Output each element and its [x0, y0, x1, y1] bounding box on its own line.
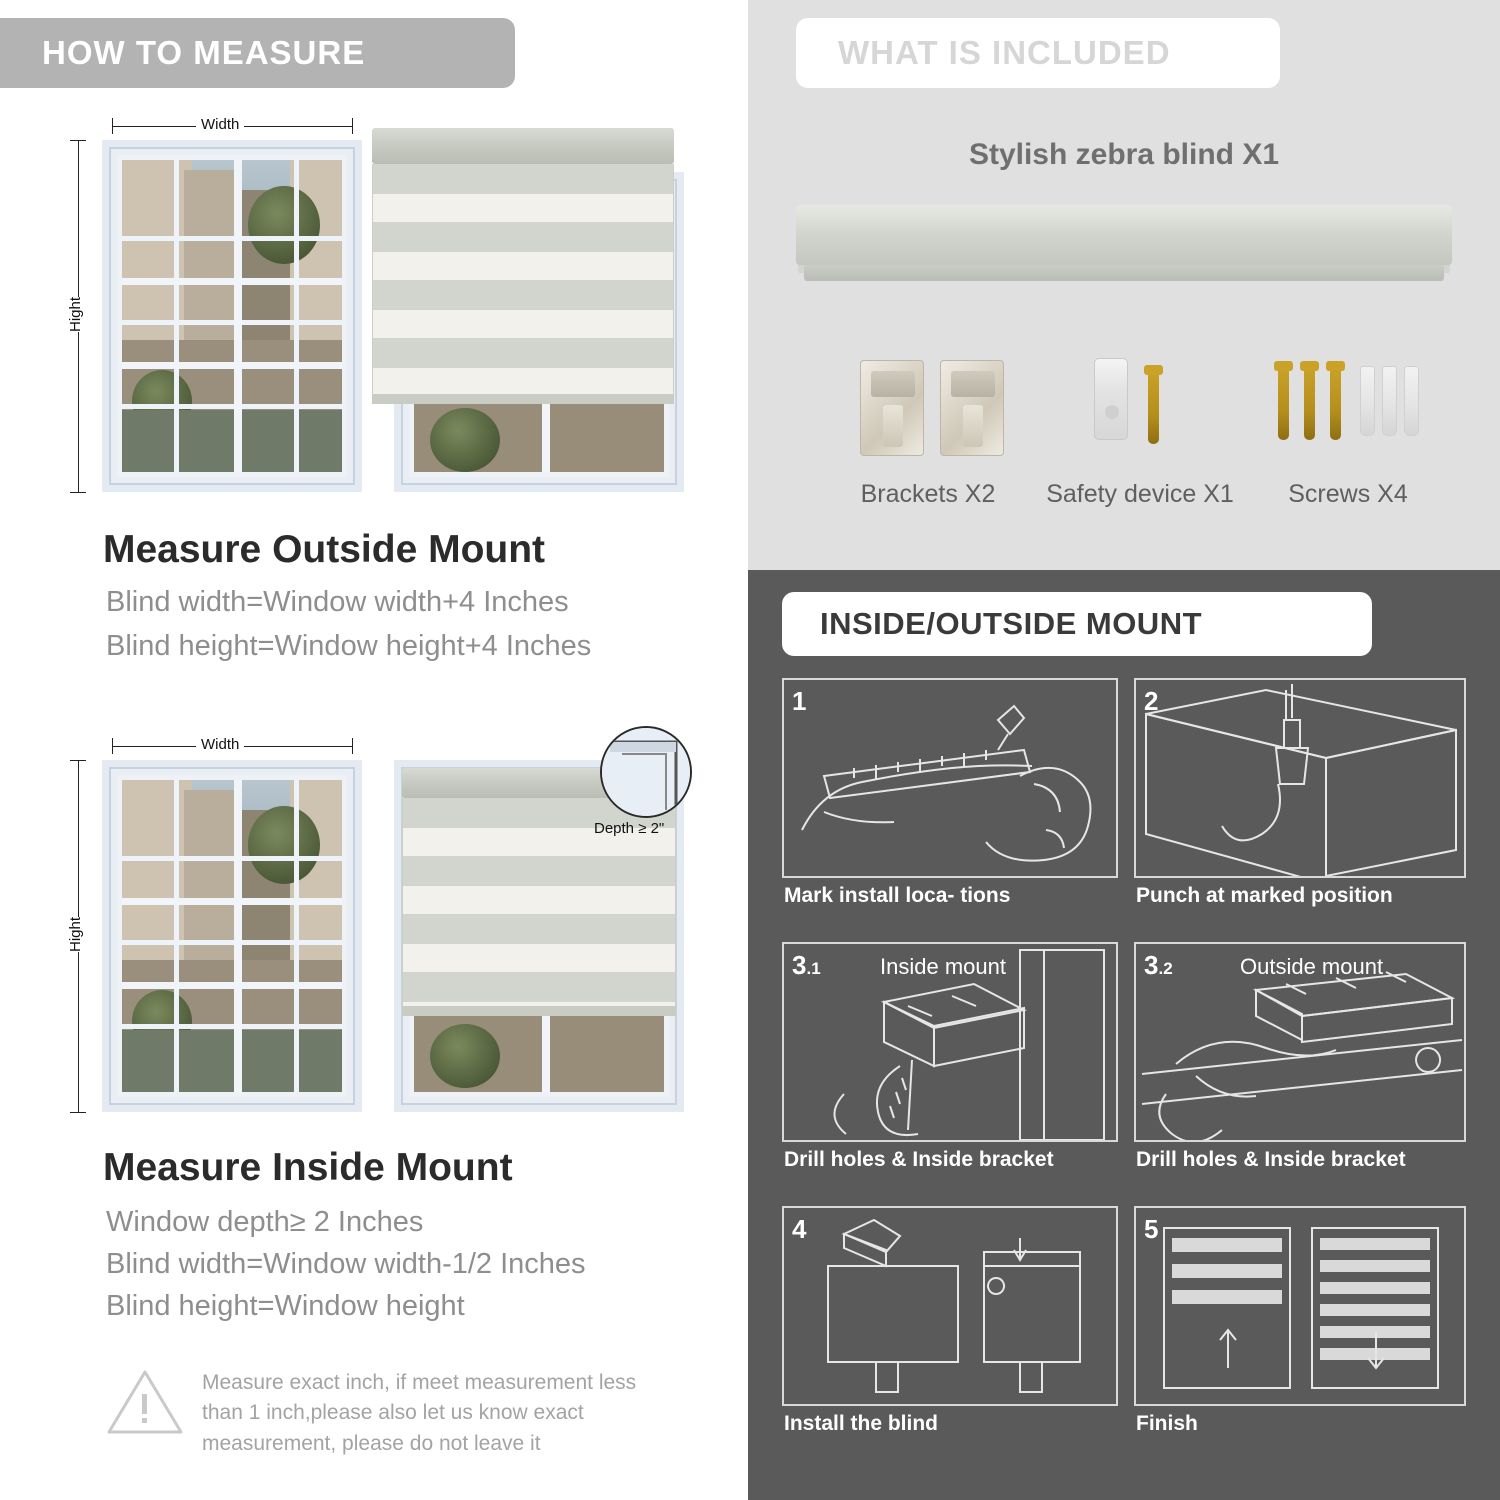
inside-mount-heading: Measure Inside Mount: [103, 1146, 513, 1189]
outside-height-tick-bottom: [70, 492, 86, 493]
outside-width-label: Width: [196, 116, 244, 133]
step-4-caption: Install the blind: [784, 1412, 939, 1435]
how-to-measure-panel: [0, 0, 742, 1500]
how-to-measure-title: HOW TO MEASURE: [42, 34, 366, 71]
blind-fabric: [372, 164, 674, 394]
blind-bottom-rail-inside: [402, 1006, 676, 1016]
inside-width-tick-right: [352, 738, 353, 754]
step-1-number: 1: [792, 686, 807, 716]
inside-width-label: Width: [196, 736, 244, 753]
screw-icon-2: [1304, 366, 1315, 440]
what-is-included-title: WHAT IS INCLUDED: [838, 34, 1171, 71]
safety-device-label: Safety device X1: [1046, 480, 1234, 508]
step-5-number: 5: [1144, 1214, 1159, 1244]
outside-height-label: Hight: [67, 296, 85, 333]
inside-height-tick-bottom: [70, 1112, 86, 1113]
what-is-included-badge: [796, 18, 1280, 88]
safety-device-icon: [1094, 358, 1128, 440]
how-to-measure-badge: [0, 18, 515, 88]
zebra-blind-product-image: [796, 205, 1452, 265]
bracket-icon-1: [860, 360, 924, 456]
window-illustration-inside: [102, 760, 362, 1112]
depth-requirement-label: Depth ≥ 2": [594, 820, 665, 837]
step-3-1-title: Inside mount: [880, 954, 1006, 979]
what-is-included-panel: [748, 0, 1500, 570]
step-5-caption: Finish: [1136, 1412, 1198, 1435]
step-3-2-title: Outside mount: [1240, 954, 1384, 979]
step-3-1-illustration: [782, 942, 1118, 1171]
depth-callout-circle: [600, 726, 692, 818]
step-2-caption: Punch at marked position: [1136, 884, 1393, 907]
step-3-2-illustration: [1134, 942, 1466, 1171]
screw-icon-1: [1278, 366, 1289, 440]
measure-note-text: Measure exact inch, if meet measurement less than 1 inch,please also let us know exact measurement, please do not leave it: [202, 1371, 637, 1455]
warning-icon: [106, 1368, 184, 1436]
included-product-title: Stylish zebra blind X1: [968, 138, 1280, 171]
safety-device-screw-icon: [1148, 370, 1159, 444]
brackets-label: Brackets X2: [860, 480, 996, 508]
step-3-2-number: 3.2: [1144, 950, 1173, 980]
outside-width-tick-right: [352, 118, 353, 134]
anchor-icon-2: [1382, 366, 1397, 436]
inside-mount-line-3: Blind height=Window height: [106, 1290, 465, 1322]
step-2-number: 2: [1144, 686, 1159, 716]
outside-mount-line-1: Blind width=Window width+4 Inches: [106, 586, 569, 618]
blind-bottom-rail: [372, 394, 674, 404]
zebra-blind-outside-mount: [372, 128, 674, 404]
inside-height-tick-top: [70, 760, 86, 761]
inside-outside-mount-panel: [748, 570, 1500, 1500]
inside-outside-mount-title: INSIDE/OUTSIDE MOUNT: [820, 606, 1203, 641]
bracket-icon-2: [940, 360, 1004, 456]
step-1-caption: Mark install loca- tions: [784, 884, 1011, 907]
screws-label: Screws X4: [1288, 480, 1408, 508]
step-4-illustration: [782, 1206, 1118, 1435]
step-4-number: 4: [792, 1214, 807, 1244]
step-3-1-caption: Drill holes & Inside bracket: [784, 1148, 1054, 1171]
anchor-icon-3: [1404, 366, 1419, 436]
step-5-illustration: [1134, 1206, 1466, 1435]
anchor-icon-1: [1360, 366, 1375, 436]
inside-outside-mount-badge: [782, 592, 1372, 656]
inside-height-label: Hight: [67, 916, 85, 953]
outside-height-tick-top: [70, 140, 86, 141]
outside-mount-line-2: Blind height=Window height+4 Inches: [106, 630, 592, 662]
window-illustration-outside: [102, 140, 362, 492]
blind-headrail: [372, 128, 674, 164]
screw-icon-3: [1330, 366, 1341, 440]
inside-mount-line-1: Window depth≥ 2 Inches: [106, 1206, 424, 1238]
step-1-illustration: [782, 678, 1118, 907]
outside-mount-heading: Measure Outside Mount: [103, 528, 546, 571]
inside-width-tick-left: [112, 738, 113, 754]
step-3-2-caption: Drill holes & Inside bracket: [1136, 1148, 1406, 1171]
inside-mount-line-2: Blind width=Window width-1/2 Inches: [106, 1248, 586, 1280]
outside-width-tick-left: [112, 118, 113, 134]
step-2-illustration: [1134, 678, 1466, 907]
measure-note: [106, 1368, 666, 1459]
step-3-1-number: 3.1: [792, 950, 821, 980]
